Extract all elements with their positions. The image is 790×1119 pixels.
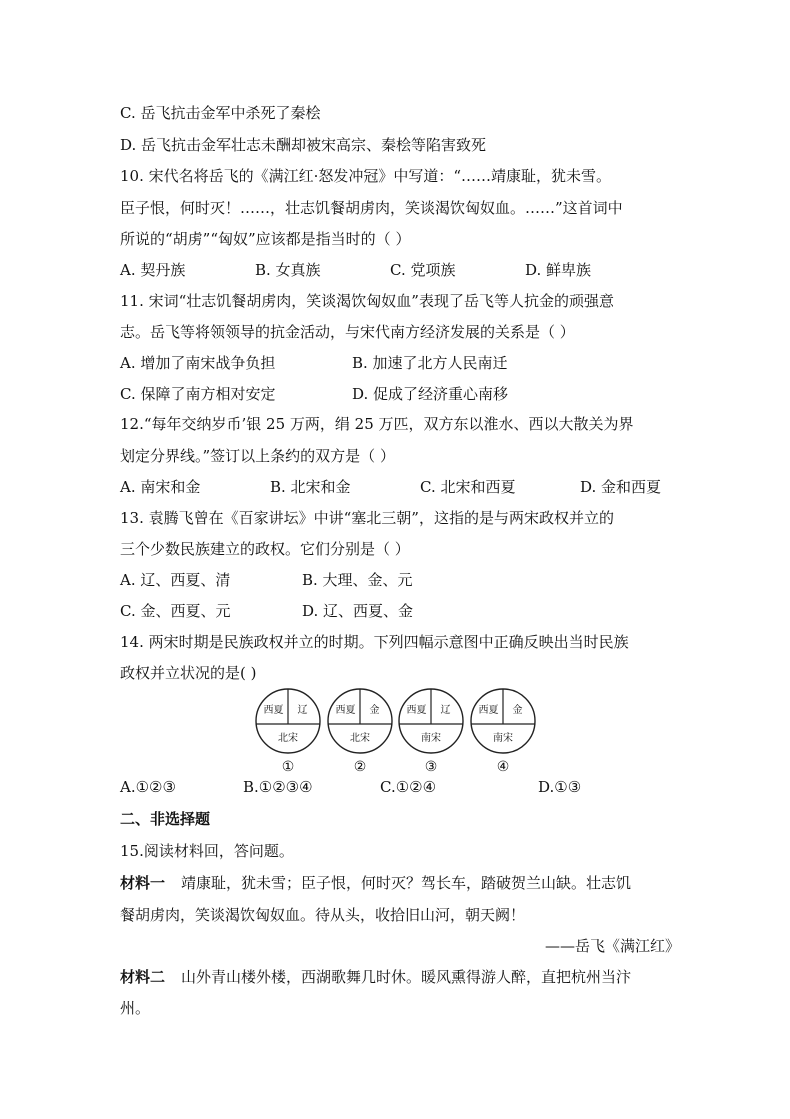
material-2-line2: 州。	[120, 999, 151, 1017]
q11-options-row2	[120, 384, 680, 404]
q14-option-b: B.①②③④	[243, 778, 313, 796]
regime-diagrams	[255, 686, 545, 778]
circle-top-left-label: 西夏	[335, 705, 356, 716]
q12-stem-line2: 划定分界线。”签订以上条约的双方是（ ）	[120, 447, 395, 465]
q10-option-d: D. 鲜卑族	[525, 261, 592, 279]
material-2-line1	[120, 967, 680, 987]
material-1-label: 材料一	[120, 874, 166, 892]
material-1-line2: 餐胡虏肉，笑谈渴饮匈奴血。待从头，收拾旧山河，朝天阙！	[120, 906, 526, 924]
q11-option-c: C. 保障了南方相对安定	[120, 385, 276, 403]
q14-stem-line1: 14. 两宋时期是民族政权并立的时期。下列四幅示意图中正确反映出当时民族	[120, 633, 629, 651]
circle-number: ②	[353, 759, 367, 775]
circle-bottom-label: 南宋	[493, 733, 513, 744]
q13-option-d: D. 辽、西夏、金	[302, 602, 414, 620]
q13-stem-line1: 13. 袁腾飞曾在《百家讲坛》中讲“塞北三朝”，这指的是与两宋政权并立的	[120, 509, 614, 527]
q11-stem-line2: 志。岳飞等将领领导的抗金活动，与宋代南方经济发展的关系是（ ）	[120, 323, 575, 341]
regime-diagram-3	[398, 686, 464, 778]
q12-option-b: B. 北宋和金	[270, 478, 351, 496]
q13-options-row1	[120, 570, 680, 590]
material-1-line1	[120, 873, 680, 893]
q10-option-b: B. 女真族	[255, 261, 321, 279]
q10-option-a: A. 契丹族	[120, 261, 186, 279]
q14-stem-line2: 政权并立状况的是( )	[120, 664, 257, 682]
circle-bottom-label: 北宋	[278, 733, 298, 744]
q12-option-d: D. 金和西夏	[580, 478, 662, 496]
regime-circle-graphic	[255, 686, 321, 756]
q13-stem-line2: 三个少数民族建立的政权。它们分别是（ ）	[120, 540, 410, 558]
q10-option-c: C. 党项族	[390, 261, 456, 279]
q12-option-c: C. 北宋和西夏	[420, 478, 516, 496]
q14-option-d: D.①③	[538, 778, 582, 796]
q10-options	[120, 260, 680, 280]
q10-stem-line2: 臣子恨，何时灭！……，壮志饥餐胡虏肉，笑谈渴饮匈奴血。……”这首词中	[120, 199, 623, 217]
q14-options	[120, 777, 680, 797]
circle-bottom-label: 北宋	[350, 733, 370, 744]
section-heading: 二、非选择题	[120, 810, 211, 828]
q13-option-a: A. 辽、西夏、清	[120, 571, 231, 589]
circle-bottom-label: 南宋	[421, 733, 441, 744]
regime-diagram-2	[327, 686, 393, 778]
circle-top-left-label: 西夏	[406, 705, 427, 716]
q13-option-c: C. 金、西夏、元	[120, 602, 231, 620]
q11-option-a: A. 增加了南宋战争负担	[120, 354, 276, 372]
q9-option-d: D. 岳飞抗击金军壮志未酬却被宋高宗、秦桧等陷害致死	[120, 136, 487, 154]
circle-top-right-label: 辽	[440, 705, 451, 716]
q13-options-row2	[120, 601, 680, 621]
q14-option-a: A.①②③	[120, 778, 176, 796]
regime-circle-graphic	[327, 686, 393, 756]
circle-number: ④	[496, 759, 510, 775]
q11-options-row1	[120, 353, 680, 373]
regime-circle-graphic	[398, 686, 464, 756]
q12-options	[120, 477, 680, 497]
circle-top-right-label: 金	[512, 705, 523, 716]
q10-stem-line3: 所说的“胡虏”“匈奴”应该都是指当时的（ ）	[120, 230, 411, 248]
q12-option-a: A. 南宋和金	[120, 478, 201, 496]
regime-diagram-1	[255, 686, 321, 778]
circle-number: ③	[424, 759, 438, 775]
material-1-text: 靖康耻，犹未雪；臣子恨，何时灭？驾长车，踏破贺兰山缺。壮志饥	[181, 874, 632, 892]
q15-stem: 15.阅读材料回，答问题。	[120, 842, 294, 860]
material-1-source: ——岳飞《满江红》	[544, 937, 680, 955]
q11-option-d: D. 促成了经济重心南移	[352, 385, 509, 403]
circle-top-left-label: 西夏	[478, 705, 499, 716]
regime-diagram-4	[470, 686, 536, 778]
q12-stem-line1: 12.“每年交纳岁币’银 25 万两，绢 25 万匹，双方东以淮水、西以大散关为界	[120, 415, 634, 433]
q13-option-b: B. 大理、金、元	[302, 571, 413, 589]
material-2-text: 山外青山楼外楼，西湖歌舞几时休。暖风熏得游人醉，直把杭州当汴	[181, 968, 632, 986]
q9-option-c: C. 岳飞抗击金军中杀死了秦桧	[120, 104, 321, 122]
q11-stem-line1: 11. 宋词“壮志饥餐胡虏肉，笑谈渴饮匈奴血”表现了岳飞等人抗金的顽强意	[120, 292, 614, 310]
circle-top-right-label: 金	[369, 705, 380, 716]
circle-number: ①	[281, 759, 295, 775]
material-2-label: 材料二	[120, 968, 166, 986]
q14-option-c: C.①②④	[380, 778, 437, 796]
circle-top-right-label: 辽	[297, 705, 308, 716]
regime-circle-graphic	[470, 686, 536, 756]
q10-stem-line1: 10. 宋代名将岳飞的《满江红·怒发冲冠》中写道：“……靖康耻，犹未雪。	[120, 167, 612, 185]
q11-option-b: B. 加速了北方人民南迁	[352, 354, 508, 372]
circle-top-left-label: 西夏	[263, 705, 284, 716]
